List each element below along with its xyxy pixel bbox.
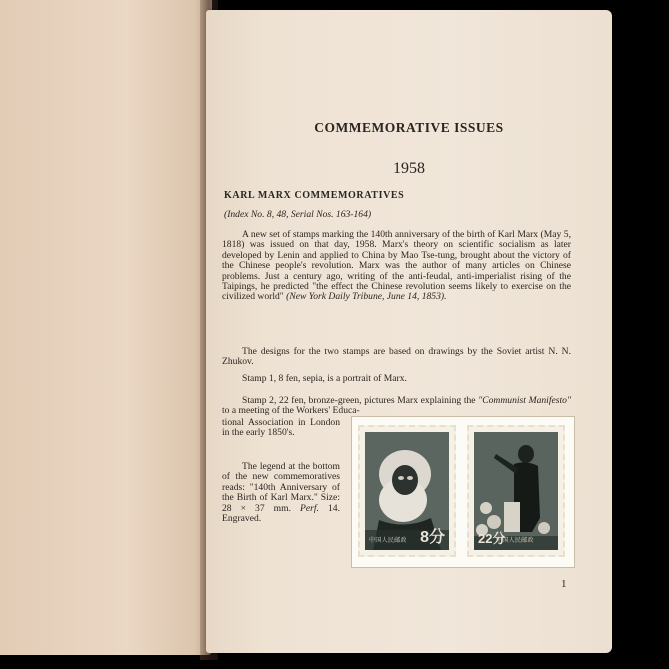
section-heading: KARL MARX COMMEMORATIVES <box>224 190 405 201</box>
paragraph-5 <box>222 462 340 524</box>
paragraph-4 <box>222 396 571 417</box>
paragraph-4-start: Stamp 2, 22 fen, bronze-green, pictures Marx explaining the <box>242 395 476 406</box>
paragraph-4-continued: tional Association in London in the early 1850's. <box>222 417 340 439</box>
stamp-1-value: 8分 <box>420 529 445 546</box>
stamp-2-image <box>474 432 558 550</box>
stamp-1-image <box>365 432 449 550</box>
paragraph-5-end: 14. Engraved. <box>222 502 340 525</box>
stamp-illustration <box>351 416 575 568</box>
stamp-2-value: 22分 <box>478 531 506 546</box>
left-page-blank <box>0 0 212 655</box>
stamp-1-country: 中国人民邮政 <box>369 538 407 544</box>
page-title: COMMEMORATIVE ISSUES <box>314 120 504 135</box>
page-number: 1 <box>561 578 567 590</box>
stamp-2-country: 中国人民邮政 <box>496 538 534 544</box>
paragraph-5-start: The legend at the bottom of the new commemoratives reads: "140th Anniversary of the Birth of Karl Marx." Size: 28 × 37 mm. <box>222 461 340 514</box>
paragraph-1 <box>222 230 571 303</box>
paragraph-2: The designs for the two stamps are based on drawings by the Soviet artist N. N. Zhukov. <box>222 346 571 368</box>
stamp-marx-manifesto <box>467 425 565 557</box>
year-heading: 1958 <box>393 160 425 177</box>
stamp-marx-portrait <box>358 425 456 557</box>
paragraph-5-perf: Perf. <box>300 502 319 514</box>
paragraph-1-main: A new set of stamps marking the 140th anniversary of the birth of Karl Marx (May 5, 1818) was issued on that day, 1958. Marx's theory on scientific socialism as later developed by Lenin and applied to China by Mao Tse-tung, brought about the victory of the Chinese people's revolution. Marx was the author of many articles on Chinese problems. Just a century ago, writing of the anti-feudal, anti-imperialist rising of the Taipings, he predicted "the effect the Chinese revolution seems likely to exercise on the civilized world" <box>222 229 571 303</box>
paragraph-3: Stamp 1, 8 fen, sepia, is a portrait of Marx. <box>242 373 407 384</box>
paragraph-4-title: "Communist Manifesto" <box>478 395 571 406</box>
right-page <box>206 10 612 653</box>
paragraph-1-source: (New York Daily Tribune, June 14, 1853). <box>286 291 447 303</box>
index-line: (Index No. 8, 48, Serial Nos. 163-164) <box>224 209 372 220</box>
paragraph-4-after-title: to a meeting of the Workers' Educa- <box>222 405 360 417</box>
